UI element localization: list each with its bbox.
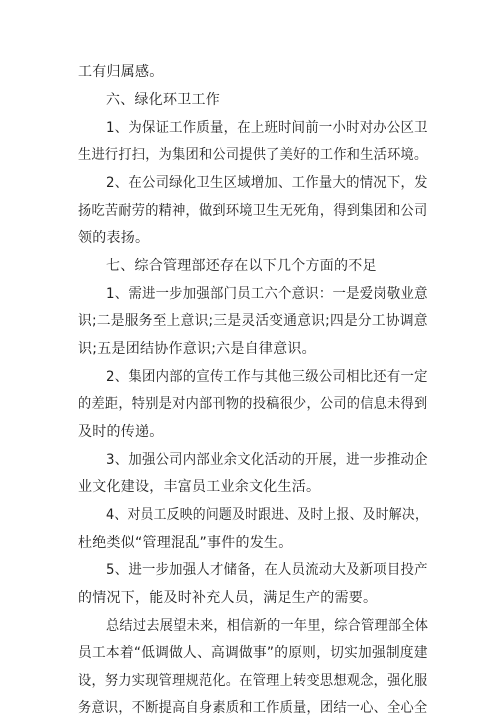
section-heading: 六、绿化环卫工作	[106, 92, 220, 108]
section-heading: 七、综合管理部还存在以下几个方面的不足	[106, 258, 377, 274]
paragraph-line: 的情况下，能及时补充人员，满足生产的需要。	[78, 590, 378, 606]
paragraph-line: 及时的传递。	[78, 424, 164, 440]
paragraph-line: 4、对员工反映的问题及时跟进、及时上报、及时解决，	[106, 507, 429, 523]
paragraph-line: 生进行打扫，为集团和公司提供了美好的工作和生活环境。	[78, 147, 428, 163]
paragraph-line: 1、为保证工作质量，在上班时间前一小时对办公区卫	[106, 120, 428, 136]
paragraph-line: 设，努力实现管理规范化。在管理上转变思想观念，强化服	[78, 673, 428, 689]
paragraph-line: 3、加强公司内部业余文化活动的开展，进一步推动企	[106, 452, 428, 468]
paragraph-line: 1、需进一步加强部门员工六个意识：一是爱岗敬业意	[106, 286, 428, 302]
paragraph-line: 识;五是团结协作意识;六是自律意识。	[78, 341, 316, 357]
paragraph-line: 2、在公司绿化卫生区域增加、工作量大的情况下，发	[106, 175, 428, 191]
paragraph-line: 领的表扬。	[78, 230, 150, 246]
paragraph-line: 扬吃苦耐劳的精神，做到环境卫生无死角，得到集团和公司	[78, 203, 428, 219]
paragraph-line: 识;二是服务至上意识;三是灵活变通意识;四是分工协调意	[78, 313, 428, 329]
paragraph-line: 杜绝类似“管理混乱”事件的发生。	[78, 535, 293, 551]
paragraph-line: 务意识，不断提高自身素质和工作质量，团结一心、全心全	[78, 700, 428, 716]
paragraph-line: 总结过去展望未来，相信新的一年里，综合管理部全体	[106, 618, 429, 634]
paragraph-line: 2、集团内部的宣传工作与其他三级公司相比还有一定	[106, 369, 428, 385]
paragraph-line: 员工本着“低调做人、高调做事”的原则，切实加强制度建	[78, 645, 428, 661]
paragraph-line: 5、进一步加强人才储备，在人员流动大及新项目投产	[106, 562, 428, 578]
paragraph-line: 工有归属感。	[78, 64, 164, 80]
paragraph-line: 业文化建设，丰富员工业余文化生活。	[78, 479, 321, 495]
paragraph-line: 的差距，特别是对内部刊物的投稿很少，公司的信息未得到	[78, 396, 428, 412]
